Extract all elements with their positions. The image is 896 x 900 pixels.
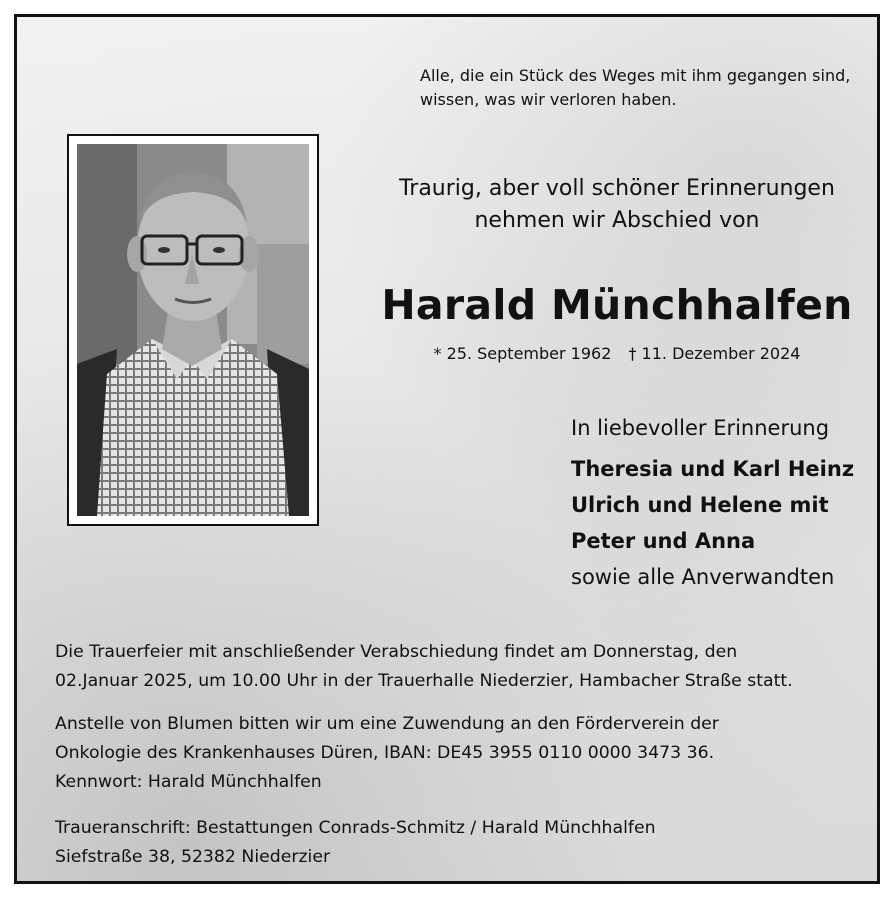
portrait-illustration: [77, 144, 309, 516]
mourner-line: Ulrich und Helene mit: [571, 493, 829, 517]
deceased-name: Harald Münchhalfen: [381, 281, 853, 329]
donation-line-1: Anstelle von Blumen bitten wir um eine Zuwendung an den Förderverein der: [55, 714, 719, 734]
obituary-frame: [14, 14, 880, 884]
mourner-line: Peter und Anna: [571, 529, 756, 553]
address-line-2: Siefstraße 38, 52382 Niederzier: [55, 847, 331, 867]
remembrance-heading: In liebevoller Erinnerung: [571, 416, 830, 440]
donation-line-2: Onkologie des Krankenhauses Düren, IBAN: DE45 3955 0110 0000 3473 36.: [55, 743, 715, 763]
intro-text: [357, 173, 877, 237]
ceremony-notice: [55, 638, 895, 696]
mourning-address: [55, 814, 895, 872]
intro-line-2: nehmen wir Abschied von: [474, 208, 760, 233]
birth-date: * 25. September 1962: [433, 344, 612, 363]
mourners-closing: sowie alle Anverwandten: [571, 565, 835, 589]
mourner-line: Theresia und Karl Heinz: [571, 457, 855, 481]
donation-line-3: Kennwort: Harald Münchhalfen: [55, 772, 322, 792]
portrait-frame: [67, 134, 319, 526]
ceremony-line-1: Die Trauerfeier mit anschließender Verabschiedung findet am Donnerstag, den: [55, 642, 738, 662]
life-dates: [357, 343, 877, 365]
death-date: † 11. Dezember 2024: [628, 344, 801, 363]
address-line-1: Traueranschrift: Bestattungen Conrads-Schmitz / Harald Münchhalfen: [55, 818, 656, 838]
intro-line-1: Traurig, aber voll schöner Erinnerungen: [399, 176, 835, 201]
portrait-photo: [77, 144, 309, 516]
opening-quote: [420, 64, 890, 112]
ceremony-line-2: 02.Januar 2025, um 10.00 Uhr in der Trauerhalle Niederzier, Hambacher Straße statt.: [55, 671, 793, 691]
mourners-list: [571, 451, 896, 595]
quote-line-2: wissen, was wir verloren haben.: [420, 90, 677, 109]
donation-notice: [55, 710, 895, 797]
quote-line-1: Alle, die ein Stück des Weges mit ihm gegangen sind,: [420, 66, 851, 85]
